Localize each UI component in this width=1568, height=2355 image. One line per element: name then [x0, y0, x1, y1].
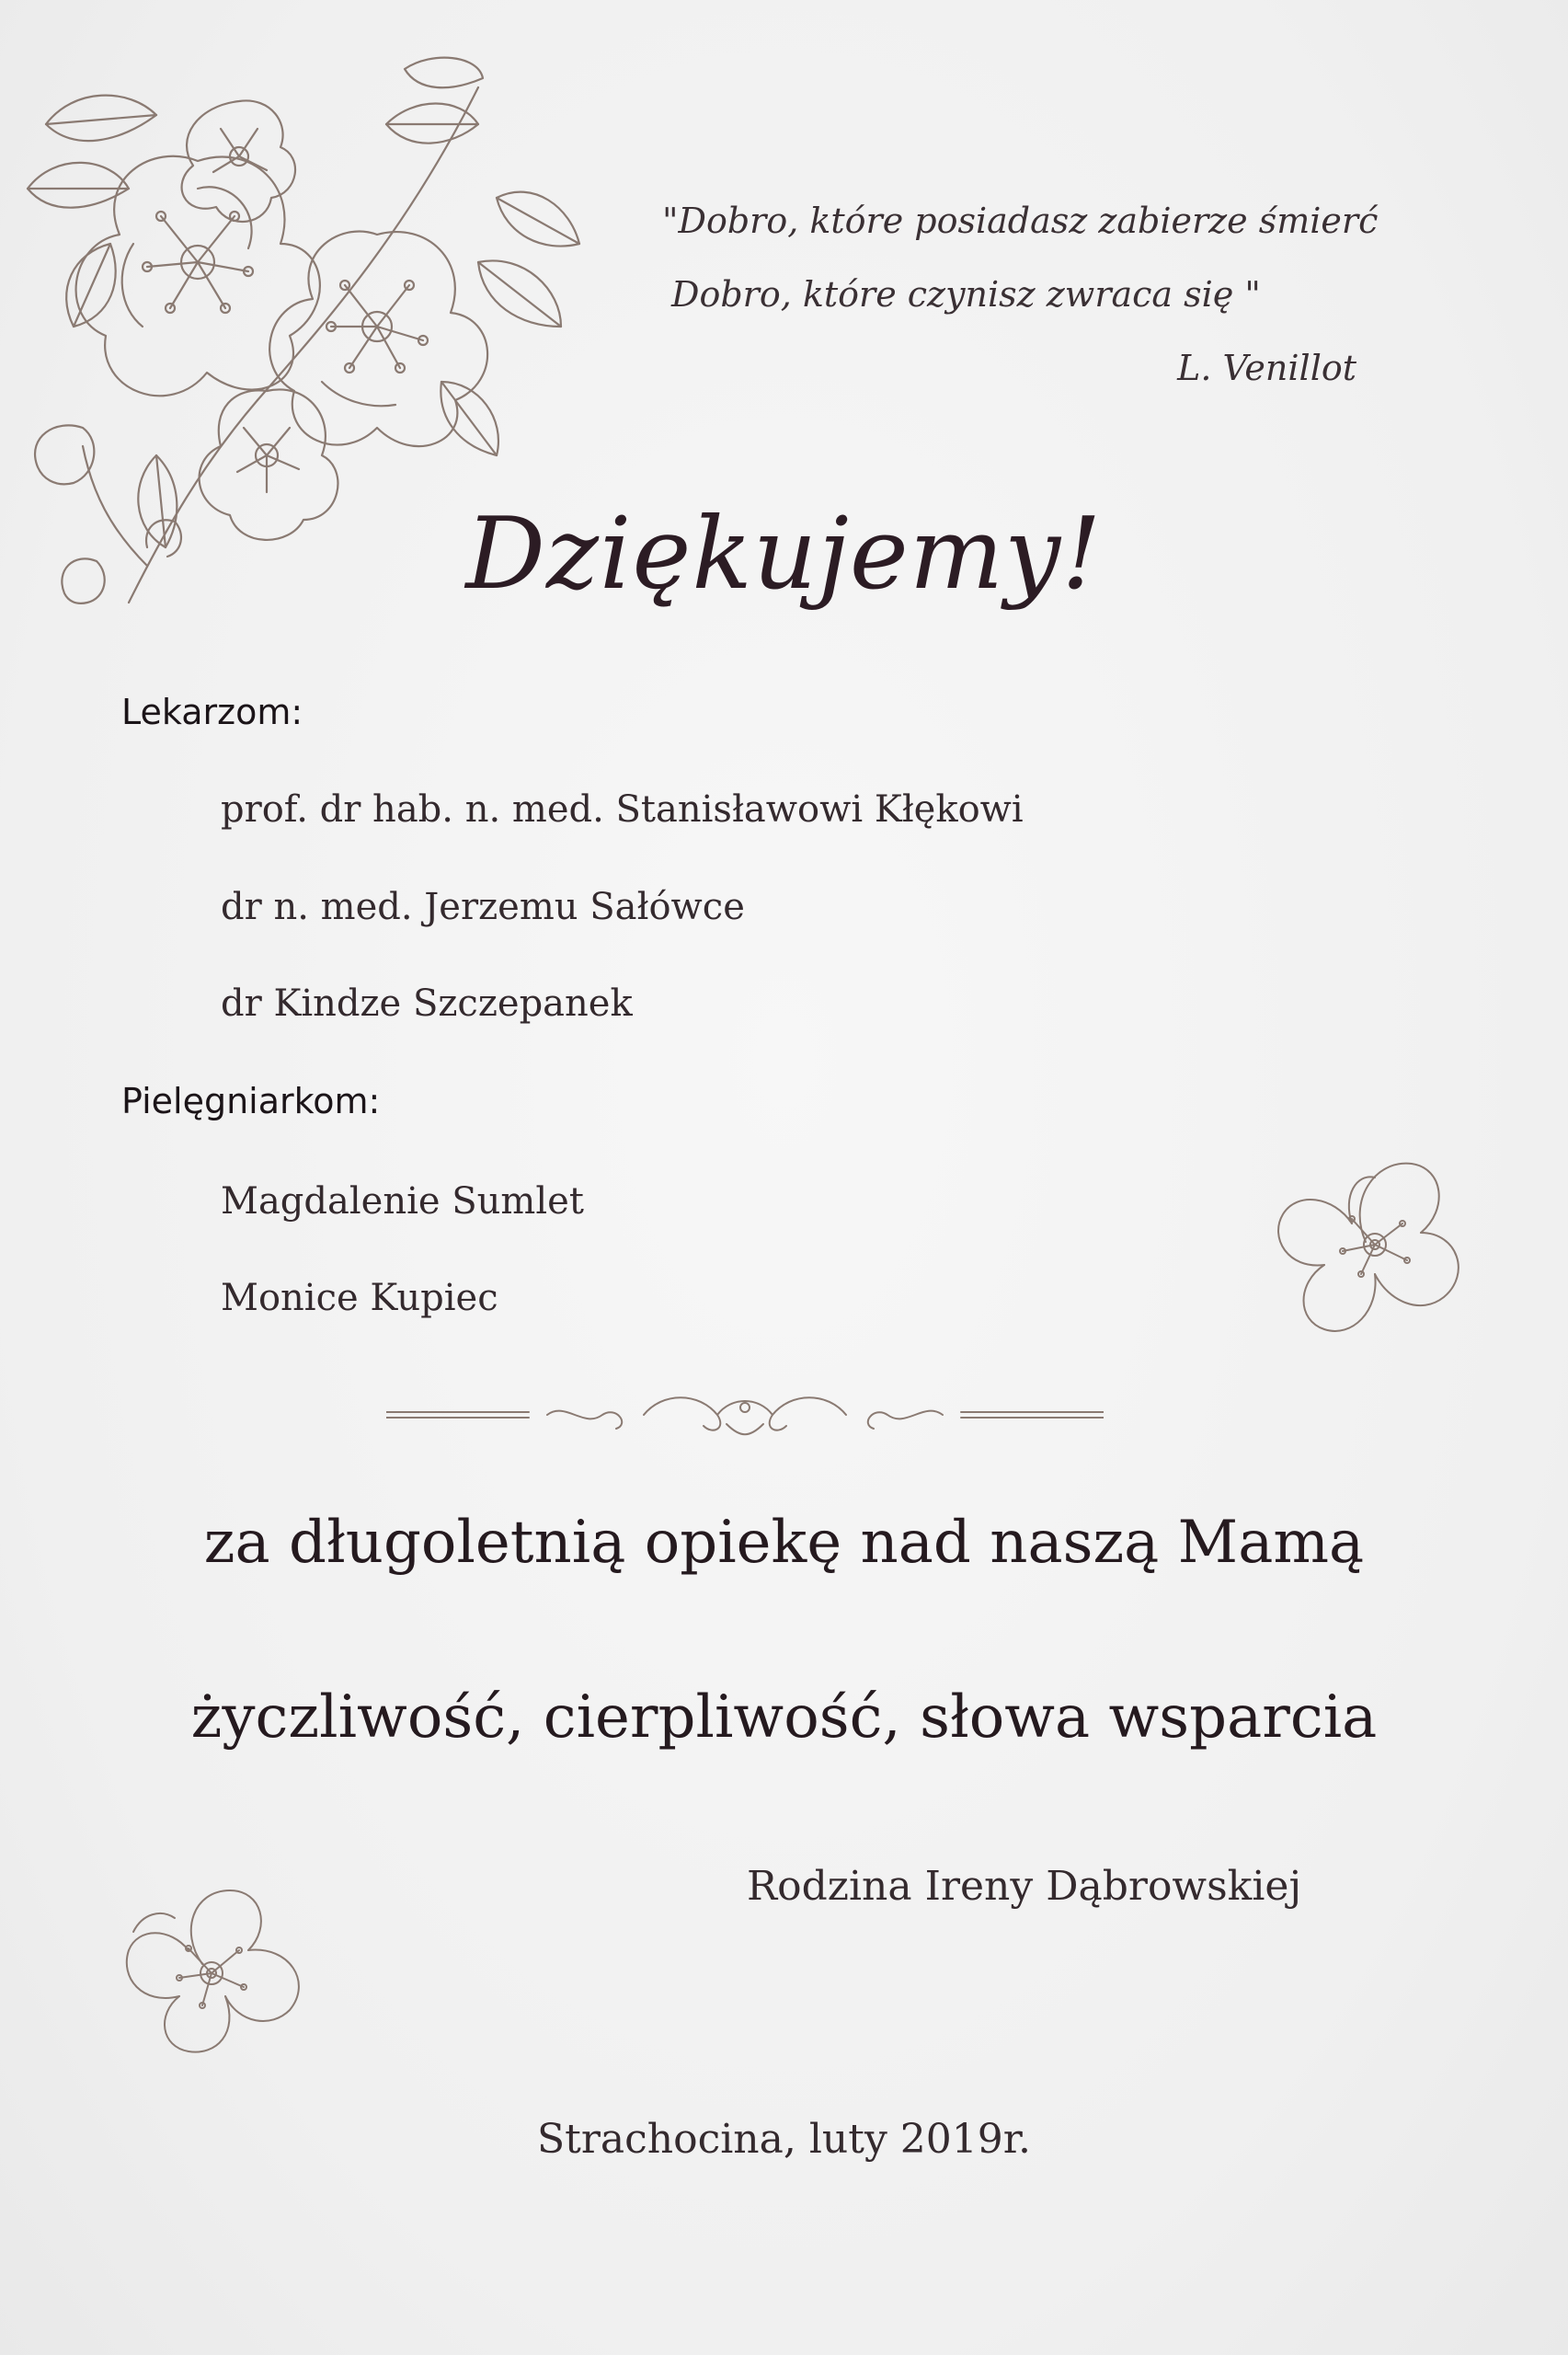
flower-icon	[1265, 1145, 1467, 1348]
scroll-divider-icon	[386, 1387, 1104, 1446]
quote	[662, 184, 1379, 405]
signature: Rodzina Ireny Dąbrowskiej	[747, 1863, 1302, 1910]
nurse-name: Magdalenie Sumlet	[221, 1180, 584, 1223]
page-title: Dziękujemy!	[465, 497, 1103, 612]
flower-icon	[115, 1877, 317, 2061]
message-line: życzliwość, cierpliwość, słowa wsparcia	[190, 1683, 1378, 1752]
message-line: za długoletnią opiekę nad naszą Mamą	[203, 1509, 1365, 1577]
doctor-name: dr Kindze Szczepanek	[221, 982, 633, 1025]
quote-author: L. Venillot	[1177, 348, 1356, 388]
quote-line: Dobro, które czynisz zwraca się "	[671, 274, 1261, 315]
place-date: Strachocina, luty 2019r.	[537, 2116, 1031, 2163]
nurse-name: Monice Kupiec	[221, 1277, 498, 1319]
doctor-name: dr n. med. Jerzemu Sałówce	[221, 886, 745, 928]
nurses-label: Pielęgniarkom:	[121, 1081, 381, 1121]
doctors-label: Lekarzom:	[121, 692, 303, 732]
quote-line: "Dobro, które posiadasz zabierze śmierć	[662, 201, 1379, 241]
doctor-name: prof. dr hab. n. med. Stanisławowi Kłękowi	[221, 788, 1024, 831]
